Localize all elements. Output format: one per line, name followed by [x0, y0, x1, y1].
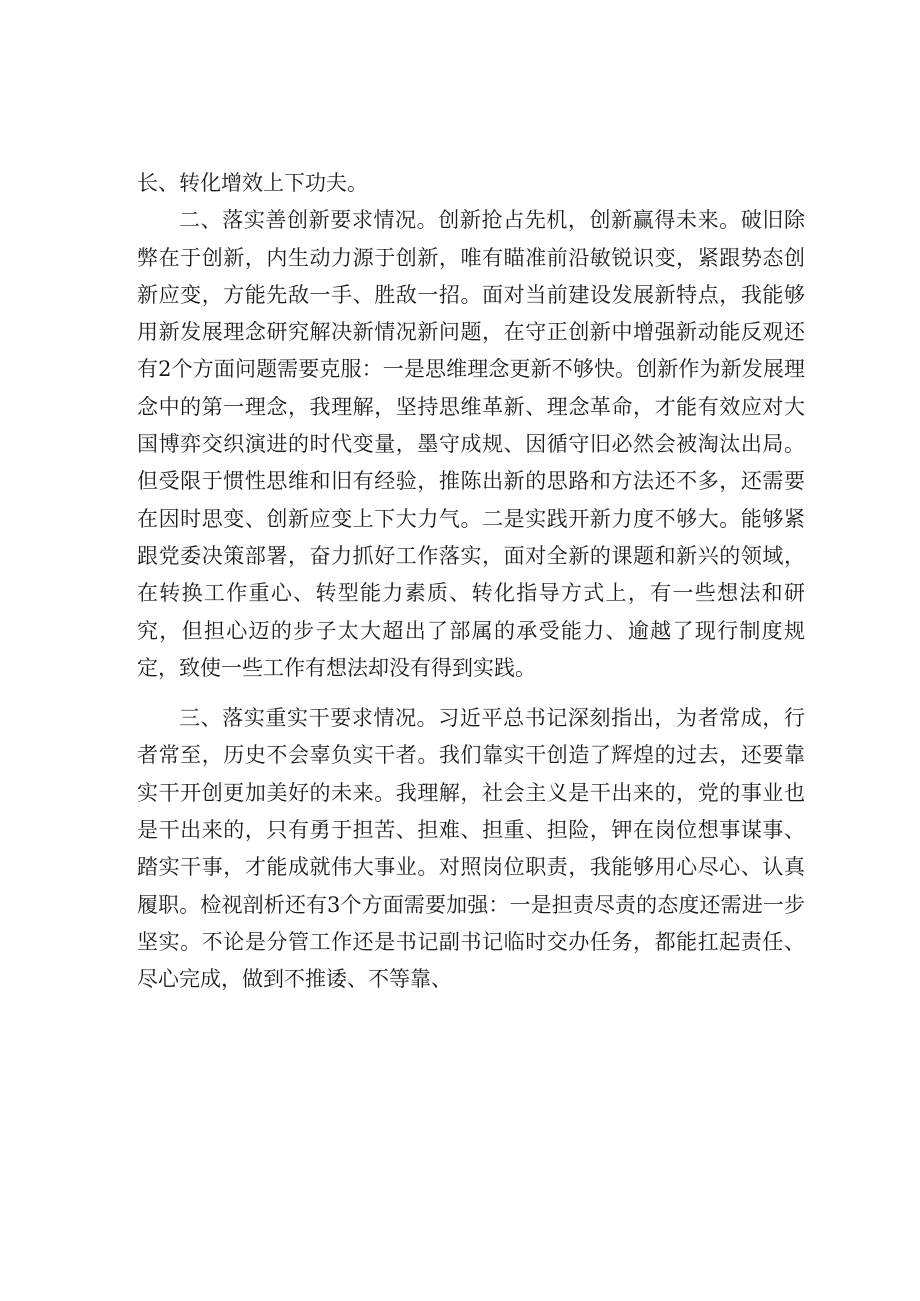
paragraph-continuation: 长、转化增效上下功夫。 [137, 171, 368, 195]
paragraph-innovation: 二、落实善创新要求情况。创新抢占先机，创新赢得未来。破旧除弊在于创新，内生动力源于创新，唯有瞄准前沿敏锐识变，紧跟势态创新应变，方能先敌一手、胜敌一招。面对当前建设发展新特点，我能够用新发展理念研究解决新情况新问题，在守正创新中增强新动能反观还有2个方面问题需要克服：一是思维理念更新不够快。创新作为新发展理念中的第一理念，我理解，坚持思维革新、理念革命，才能有效应对大国博弈交织演进的时代变量，墨守成规、因循守旧必然会被淘汰出局。但受限于惯性思维和旧有经验，推陈出新的思路和方法还不多，还需要在因时思变、创新应变上下大力气。二是实践开新力度不够大。能够紧跟党委决策部署，奋力抓好工作落实，面对全新的课题和新兴的领域，在转换工作重心、转型能力素质、转化指导方式上，有一些想法和研究，但担心迈的步子太大超出了部属的承受能力、逾越了现行制度规定，致使一些工作有想法却没有得到实践。 [137, 208, 805, 680]
document-body [137, 165, 805, 999]
paragraph-practical-work: 三、落实重实干要求情况。习近平总书记深刻指出，为者常成，行者常至，历史不会辜负实干者。我们靠实干创造了辉煌的过去，还要靠实干开创更加美好的未来。我理解，社会主义是干出来的，党的事业也是干出来的，只有勇于担苦、担难、担重、担险，钾在岗位想事谋事、踏实干事，才能成就伟大事业。对照岗位职责，我能够用心尽心、认真履职。检视剖析还有3个方面需要加强：一是担责尽责的态度还需进一步坚实。不论是分管工作还是书记副书记临时交办任务，都能扛起责任、尽心完成，做到不推诿、不等靠、 [137, 706, 805, 992]
